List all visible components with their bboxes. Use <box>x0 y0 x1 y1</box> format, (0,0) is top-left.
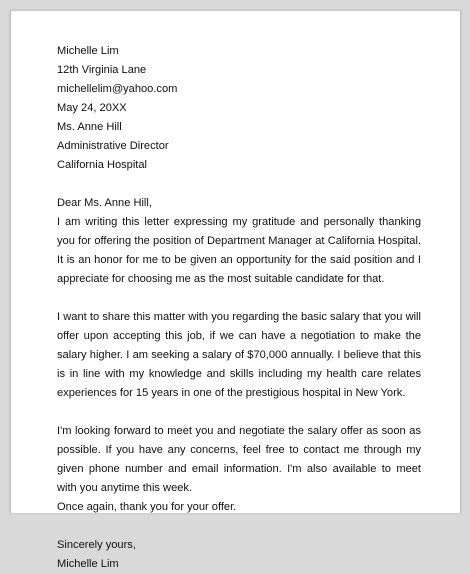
signature: Michelle Lim <box>57 558 119 570</box>
closing: Sincerely yours, <box>57 539 136 551</box>
recipient-organization: California Hospital <box>57 159 148 171</box>
document-page <box>10 10 461 570</box>
paragraph-gratitude: I am writing this letter expressing my gratitude and personally thanking you for offering the position of Department Manager at California Hospital. It is an honor for me to be given an opportunity for the said position and I appreciate for choosing me as the most suitable candidate for that. <box>57 216 421 285</box>
recipient-name: Ms. Anne Hill <box>57 121 122 133</box>
recipient-title: Administrative Director <box>57 140 169 152</box>
spacer <box>57 517 421 536</box>
paragraph-salary: I want to share this matter with you regarding the basic salary that you will offer upon accepting this job, if we can have a negotiation to make the salary higher. I am seeking a salary of $70,000 annually. I believe that this is in line with my knowledge and skills including my health care relates experiences for 15 years in one of the prestigious hospital in New York. <box>57 311 421 399</box>
sender-name: Michelle Lim <box>57 45 119 57</box>
spacer <box>57 403 421 422</box>
letter-date: May 24, 20XX <box>57 102 127 114</box>
salutation: Dear Ms. Anne Hill, <box>57 197 152 209</box>
sender-address: 12th Virginia Lane <box>57 64 147 76</box>
spacer <box>57 175 421 194</box>
thanks-line: Once again, thank you for your offer. <box>57 501 237 513</box>
paragraph-meeting: I'm looking forward to meet you and negotiate the salary offer as soon as possible. If you have any concerns, feel free to contact me through my given phone number and email information. I'm also available to meet with you anytime this week. <box>57 425 421 494</box>
letter-body <box>57 42 421 574</box>
sender-email: michellelim@yahoo.com <box>57 83 178 95</box>
spacer <box>57 289 421 308</box>
